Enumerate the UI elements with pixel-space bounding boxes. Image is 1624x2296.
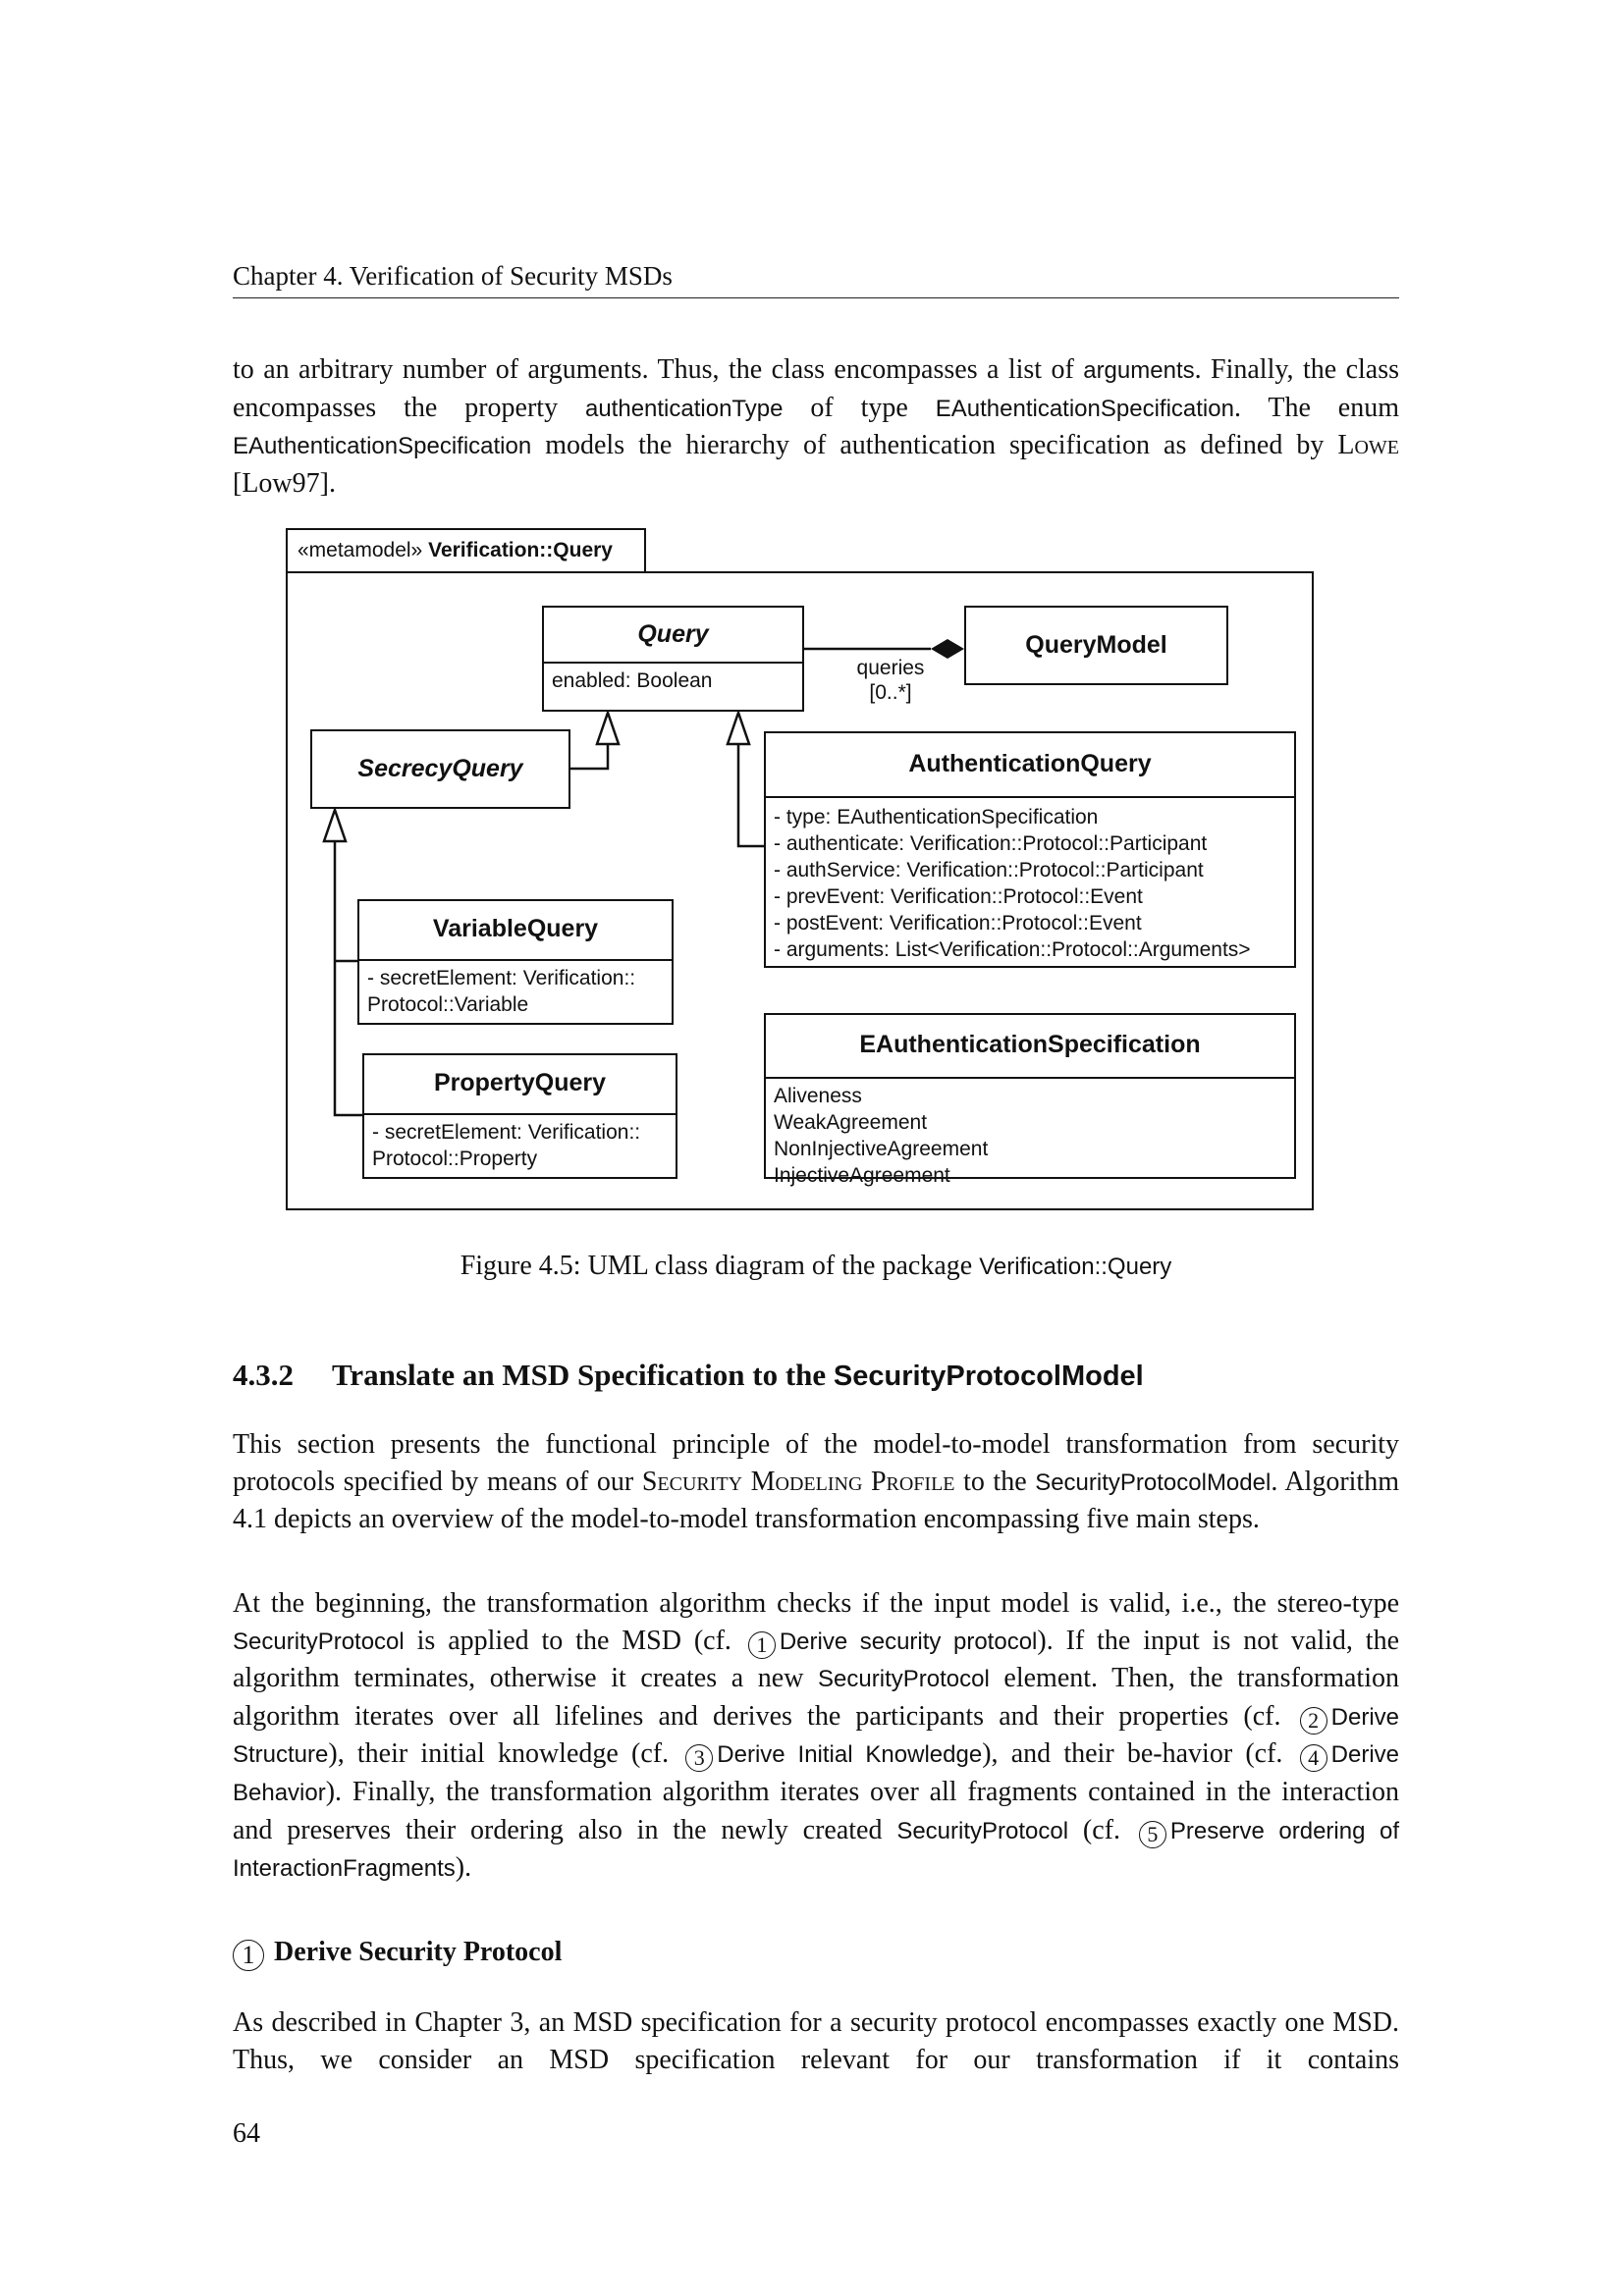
- paragraph-algorithm: [233, 1585, 1399, 1888]
- class-variable-query[interactable]: [357, 899, 674, 1025]
- section-title-code: SecurityProtocolModel: [833, 1361, 1144, 1392]
- text: ), and their be-havior (cf.: [982, 1738, 1296, 1770]
- step-title: Derive Security Protocol: [274, 1937, 563, 1967]
- class-property-query[interactable]: [362, 1053, 677, 1179]
- attribute-list: [766, 796, 1294, 969]
- step-number-circle: 2: [1300, 1707, 1327, 1735]
- code-term: SecurityProtocol: [896, 1817, 1069, 1844]
- class-name: AuthenticationQuery: [908, 750, 1152, 777]
- text: ). Finally, the transformation algorithm iterates over all fragments contained in the interaction and preserves their ordering also in the newly created: [233, 1776, 1399, 1845]
- code-term: SecurityProtocol: [818, 1666, 990, 1693]
- attribute: - authenticate: Verification::Protocol::Participant: [774, 832, 1208, 855]
- text: models the hierarchy of authentication specification as defined by: [531, 430, 1338, 461]
- stereotype-label: «metamodel»: [298, 539, 423, 561]
- step-number-circle: 5: [1139, 1821, 1166, 1848]
- attribute: Protocol::Variable: [367, 993, 529, 1016]
- text: (cf.: [1068, 1814, 1135, 1845]
- attribute: - authService: Verification::Protocol::Participant: [774, 859, 1204, 881]
- attribute: Protocol::Property: [372, 1148, 538, 1170]
- class-authentication-query[interactable]: [764, 731, 1296, 968]
- text: ), their initial knowledge (cf.: [328, 1738, 682, 1770]
- enum-eauthentication-specification[interactable]: [764, 1013, 1296, 1187]
- step-reference: Derive Structure: [233, 1703, 1399, 1769]
- code-term: EAuthenticationSpecification: [935, 395, 1234, 422]
- text: ).: [455, 1852, 472, 1884]
- caption-text: Figure 4.5: UML class diagram of the package: [460, 1251, 980, 1281]
- attribute: - prevEvent: Verification::Protocol::Event: [774, 885, 1143, 908]
- literal-list: [766, 1077, 1294, 1195]
- code-term: EAuthenticationSpecification: [233, 433, 532, 460]
- class-query[interactable]: [542, 606, 804, 712]
- code-term: authenticationType: [584, 395, 784, 422]
- text: At the beginning, the transformation algorithm checks if the input model is valid, i.e., the stereo-type: [233, 1588, 1399, 1619]
- step-number-circle: 1: [233, 1940, 264, 1971]
- citation: [Low97].: [233, 467, 336, 499]
- generalization-arrow-icon: [324, 810, 346, 841]
- header-rule: [233, 297, 1399, 298]
- attribute: - type: EAuthenticationSpecification: [774, 806, 1099, 828]
- attribute-list: [544, 662, 802, 710]
- figure-caption: [233, 1251, 1399, 1282]
- paragraph-derive-protocol: As described in Chapter 3, an MSD specification for a security protocol encompasses exactly one MSD. Thus, we consider an MSD specification relevant for our transformation if it contains: [233, 2007, 1399, 2075]
- enum-literal: NonInjectiveAgreement: [774, 1138, 989, 1160]
- class-query-model[interactable]: [964, 606, 1228, 685]
- running-head: Chapter 4. Verification of Security MSDs: [233, 261, 673, 291]
- profile-name: Security Modeling Profile: [641, 1466, 955, 1497]
- enum-name: EAuthenticationSpecification: [859, 1031, 1201, 1058]
- caption-code: Verification::Query: [979, 1254, 1172, 1280]
- attribute-list: [364, 1113, 676, 1178]
- class-name: PropertyQuery: [433, 1069, 607, 1096]
- text: to the: [954, 1466, 1036, 1497]
- page-number: 64: [233, 2118, 260, 2149]
- intro-paragraph: [233, 351, 1399, 502]
- attribute: - secretElement: Verification::: [367, 967, 636, 989]
- package-frame-tab: [286, 528, 646, 573]
- enum-literal: WeakAgreement: [774, 1111, 928, 1134]
- attribute: - arguments: List<Verification::Protocol::Arguments>: [774, 938, 1251, 961]
- step-reference: Preserve ordering of InteractionFragments: [233, 1817, 1399, 1883]
- step-reference: Derive Initial Knowledge: [717, 1741, 983, 1769]
- step-reference: Derive Behavior: [233, 1741, 1399, 1806]
- attribute: - secretElement: Verification::: [372, 1121, 641, 1144]
- class-name: QueryModel: [1025, 631, 1167, 659]
- section-number: 4.3.2: [233, 1358, 294, 1392]
- section-title: Translate an MSD Specification to the: [332, 1358, 834, 1392]
- association-label: [846, 656, 935, 705]
- class-name: VariableQuery: [432, 915, 599, 942]
- text: ). If the input is not valid, the algorithm terminates, otherwise it creates a new: [233, 1625, 1399, 1694]
- composition-diamond-icon: [931, 639, 964, 659]
- section-heading: [233, 1358, 1144, 1393]
- text: of type: [783, 392, 936, 423]
- step-reference: Derive security protocol: [779, 1628, 1038, 1655]
- association-multiplicity: [0..*]: [869, 681, 912, 704]
- class-name: SecrecyQuery: [357, 755, 523, 782]
- text: element. Then, the transformation algorithm iterates over all lifelines and derives the participants and their properties (cf.: [233, 1663, 1399, 1732]
- text: to an arbitrary number of arguments. Thus, the class encompasses a list of: [233, 354, 1084, 385]
- text: . Finally, the class encompasses the property: [233, 354, 1399, 423]
- step-number-circle: 4: [1300, 1744, 1327, 1772]
- enum-literal: InjectiveAgreement: [774, 1164, 950, 1187]
- code-term: SecurityProtocol: [233, 1628, 405, 1655]
- generalization-arrow-icon: [597, 713, 619, 744]
- text: . Algorithm 4.1 depicts an overview of the model-to-model transformation encompassing five main steps.: [233, 1466, 1399, 1535]
- enum-literal: Aliveness: [774, 1085, 862, 1107]
- attribute: - postEvent: Verification::Protocol::Event: [774, 912, 1142, 934]
- association-role: queries: [856, 657, 925, 679]
- attribute: enabled: Boolean: [552, 669, 713, 692]
- code-term: SecurityProtocolModel: [1035, 1468, 1272, 1496]
- attribute-list: [359, 959, 672, 1024]
- package-name: Verification::Query: [428, 539, 613, 561]
- text: This section presents the functional principle of the model-to-model transformation from security protocols specified by means of our: [233, 1429, 1399, 1497]
- generalization-arrow-icon: [728, 713, 749, 744]
- step-number-circle: 1: [748, 1631, 776, 1659]
- class-name: Query: [637, 620, 709, 648]
- code-term: arguments: [1083, 357, 1195, 384]
- step-number-circle: 3: [685, 1744, 713, 1772]
- step-heading: [233, 1937, 562, 1971]
- text: is applied to the MSD (cf.: [404, 1625, 744, 1656]
- paragraph-overview: [233, 1426, 1399, 1538]
- text: . The enum: [1233, 392, 1400, 423]
- author-name: Lowe: [1337, 430, 1399, 461]
- class-secrecy-query[interactable]: [310, 729, 570, 809]
